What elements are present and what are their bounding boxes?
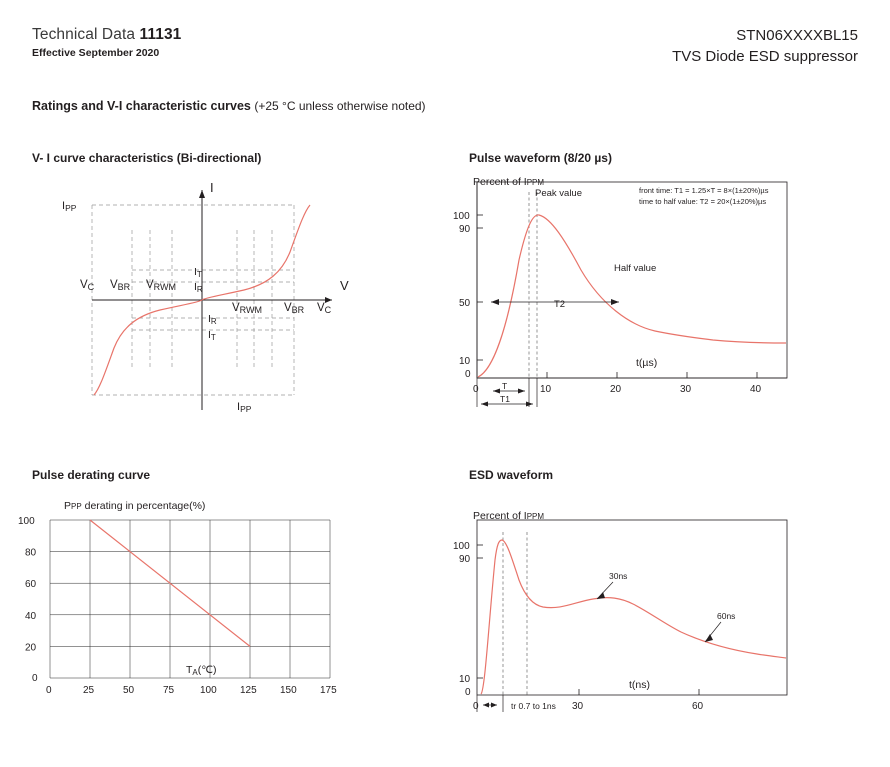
derating-xtick-0: 0 <box>46 685 52 696</box>
ratings-heading <box>32 99 426 113</box>
pulse-t1-marker: T1 <box>500 394 510 404</box>
document-label <box>32 26 181 44</box>
esd-xtick-30: 30 <box>572 701 584 712</box>
vi-label-ipp-top: IPP <box>62 200 77 213</box>
pulse-half-label: Half value <box>614 263 657 274</box>
vi-label-vbr-left: VBR <box>110 279 131 292</box>
vi-label-vrwm-left: VRWM <box>146 279 177 292</box>
pulse-waveform-title: Pulse waveform (8/20 µs) <box>469 151 612 165</box>
derating-xtick-25: 25 <box>83 685 95 696</box>
vi-curve-chart <box>32 170 432 420</box>
part-number: STN06XXXXBL15 <box>736 27 858 44</box>
esd-xtick-0: 0 <box>473 701 479 712</box>
header-right <box>672 27 858 65</box>
esd-chart <box>453 500 869 725</box>
esd-rise-label: tr 0.7 to 1ns <box>511 701 556 711</box>
pulse-xtick-0: 0 <box>473 384 479 395</box>
pulse-ytick-90: 90 <box>459 224 471 235</box>
derating-xtick-125: 125 <box>240 685 257 696</box>
pulse-ytick-0: 0 <box>465 369 471 380</box>
vi-label-it-left: IT <box>194 266 202 279</box>
esd-xtick-60: 60 <box>692 701 704 712</box>
pulse-xtick-20: 20 <box>610 384 622 395</box>
esd-ytick-10: 10 <box>459 674 471 685</box>
vi-label-vrwm-right: VRWM <box>232 302 263 315</box>
vi-label-vc-left: VC <box>80 279 95 292</box>
pulse-xlabel: t(µs) <box>636 357 658 369</box>
derating-xtick-175: 175 <box>320 685 337 696</box>
derating-curve-title: Pulse derating curve <box>32 468 151 482</box>
derating-ytick-100: 100 <box>18 516 35 527</box>
pulse-ytick-100: 100 <box>453 211 470 222</box>
derating-ytick-40: 40 <box>25 610 37 622</box>
pulse-ytick-10: 10 <box>459 356 471 367</box>
vi-label-ipp-bottom: IPP <box>237 401 252 414</box>
derating-ytick-0: 0 <box>32 673 38 684</box>
derating-xlabel: TA(℃) <box>186 664 217 677</box>
vi-label-it-right: IT <box>208 329 216 342</box>
vi-curve-title: V- I curve characteristics (Bi-directional) <box>32 151 262 165</box>
esd-ytick-90: 90 <box>459 554 471 565</box>
pulse-t1-note: front time: T1 = 1.25×T = 8×(1±20%)µs <box>639 186 769 195</box>
pulse-ylabel: Percent of IPPM <box>473 176 545 188</box>
vi-axis-i: I <box>210 180 214 195</box>
pulse-xtick-40: 40 <box>750 384 762 395</box>
pulse-t2-note: time to half value: T2 = 20×(1±20%)µs <box>639 197 767 206</box>
ratings-heading-bold: Ratings and V-I characteristic curves <box>32 99 251 113</box>
vi-axis-v: V <box>340 278 349 293</box>
pulse-xtick-10: 10 <box>540 384 552 395</box>
derating-xtick-100: 100 <box>200 685 217 696</box>
derating-ytick-20: 20 <box>25 642 37 654</box>
pulse-waveform-chart <box>453 170 869 410</box>
pulse-ytick-50: 50 <box>459 298 471 309</box>
derating-ylabel: PPP derating in percentage(%) <box>64 500 206 512</box>
pulse-t-marker: T <box>502 381 508 391</box>
pulse-t2-marker: T2 <box>554 299 566 310</box>
esd-annotation-60ns: 60ns <box>717 611 736 621</box>
derating-chart <box>18 500 378 725</box>
derating-xtick-150: 150 <box>280 685 297 696</box>
pulse-xtick-30: 30 <box>680 384 692 395</box>
derating-xtick-50: 50 <box>123 685 135 696</box>
derating-ytick-80: 80 <box>25 547 37 559</box>
document-number: 11131 <box>139 26 182 43</box>
esd-ytick-100: 100 <box>453 541 470 552</box>
esd-waveform-title: ESD waveform <box>469 468 554 482</box>
esd-annotation-30ns: 30ns <box>609 571 628 581</box>
vi-label-ir-right: IR <box>208 313 217 326</box>
effective-date: Effective September 2020 <box>32 47 160 59</box>
derating-xtick-75: 75 <box>163 685 175 696</box>
derating-ytick-60: 60 <box>25 579 37 591</box>
document-label-text: Technical Data <box>32 26 136 43</box>
header-left <box>32 26 181 59</box>
esd-ytick-0: 0 <box>465 687 471 698</box>
ratings-heading-note: (+25 °C unless otherwise noted) <box>254 99 426 113</box>
vi-label-ir-left: IR <box>194 281 203 294</box>
pulse-peak-label: Peak value <box>535 188 583 199</box>
esd-ylabel: Percent of IPPM <box>473 510 545 522</box>
part-description: TVS Diode ESD suppressor <box>672 48 858 65</box>
esd-xlabel: t(ns) <box>629 679 650 691</box>
vi-label-vc-right: VC <box>317 302 332 315</box>
vi-label-vbr-right: VBR <box>284 302 305 315</box>
